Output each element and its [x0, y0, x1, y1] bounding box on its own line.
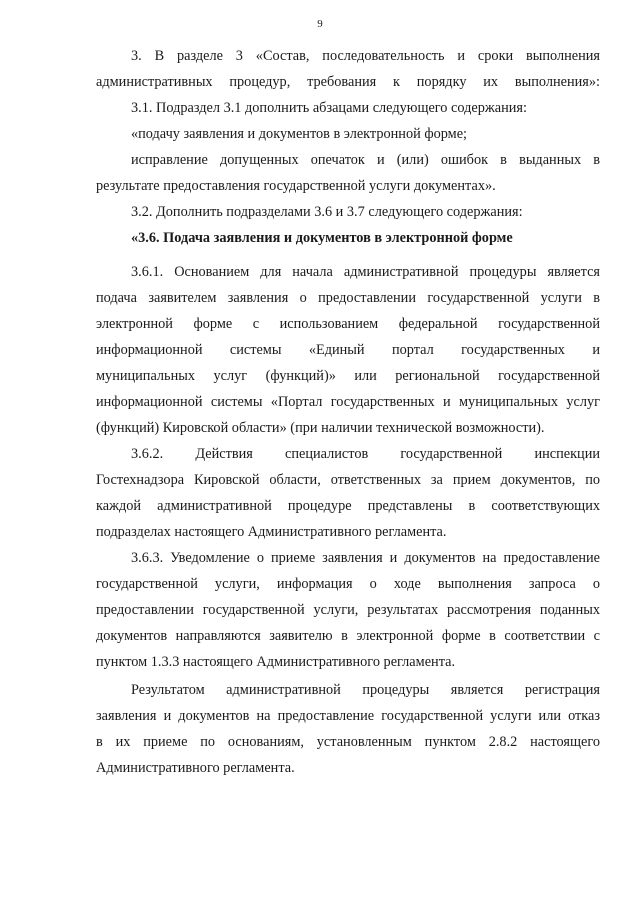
- text-line: каждой административной процедуре представлены в соответствующих: [96, 498, 600, 514]
- page-number: 9: [317, 18, 323, 30]
- text-line: документов направляются заявителю в электронной форме в соответствии с: [96, 628, 600, 644]
- text-line: Результатом административной процедуры является регистрация: [131, 682, 600, 698]
- text-line: пунктом 1.3.3 настоящего Административного регламента.: [96, 654, 456, 670]
- text-line: 3.6.2. Действия специалистов государственной инспекции: [131, 446, 600, 462]
- text-line: муниципальных услуг (функций)» или региональной государственной: [96, 368, 600, 384]
- text-line: Гостехнадзора Кировской области, ответственных за прием документов, по: [96, 472, 600, 488]
- text-line: предоставлении государственной услуги, результатах рассмотрения поданных: [96, 602, 600, 618]
- section-heading: «3.6. Подача заявления и документов в электронной форме: [131, 230, 513, 246]
- text-line: административных процедур, требования к порядку их выполнения»:: [96, 74, 600, 90]
- text-line: результате предоставления государственной услуги документах».: [96, 178, 496, 194]
- text-line: «подачу заявления и документов в электронной форме;: [131, 126, 468, 142]
- text-line: 3.2. Дополнить подразделами 3.6 и 3.7 следующего содержания:: [131, 204, 523, 220]
- text-line: подача заявителем заявления о предоставлении государственной услуги в: [96, 290, 600, 306]
- text-line: 3.1. Подраздел 3.1 дополнить абзацами следующего содержания:: [131, 100, 527, 116]
- text-line: в их приеме по основаниям, установленным пунктом 2.8.2 настоящего: [96, 734, 600, 750]
- text-line: 3.6.1. Основанием для начала административной процедуры является: [131, 264, 600, 280]
- text-line: 3.6.3. Уведомление о приеме заявления и документов на предоставление: [131, 550, 600, 566]
- text-line: электронной форме с использованием федеральной государственной: [96, 316, 600, 332]
- text-line: информационной системы «Единый портал государственных и: [96, 342, 600, 358]
- text-line: (функций) Кировской области» (при наличии технической возможности).: [96, 420, 545, 436]
- text-line: исправление допущенных опечаток и (или) ошибок в выданных в: [131, 152, 600, 168]
- text-line: 3. В разделе 3 «Состав, последовательность и сроки выполнения: [131, 48, 600, 64]
- text-line: государственной услуги, информация о ходе выполнения запроса о: [96, 576, 600, 592]
- text-line: подразделах настоящего Административного регламента.: [96, 524, 447, 540]
- text-line: Административного регламента.: [96, 760, 295, 776]
- text-line: информационной системы «Портал государственных и муниципальных услуг: [96, 394, 600, 410]
- text-line: заявления и документов на предоставление государственной услуги или отказ: [96, 708, 600, 724]
